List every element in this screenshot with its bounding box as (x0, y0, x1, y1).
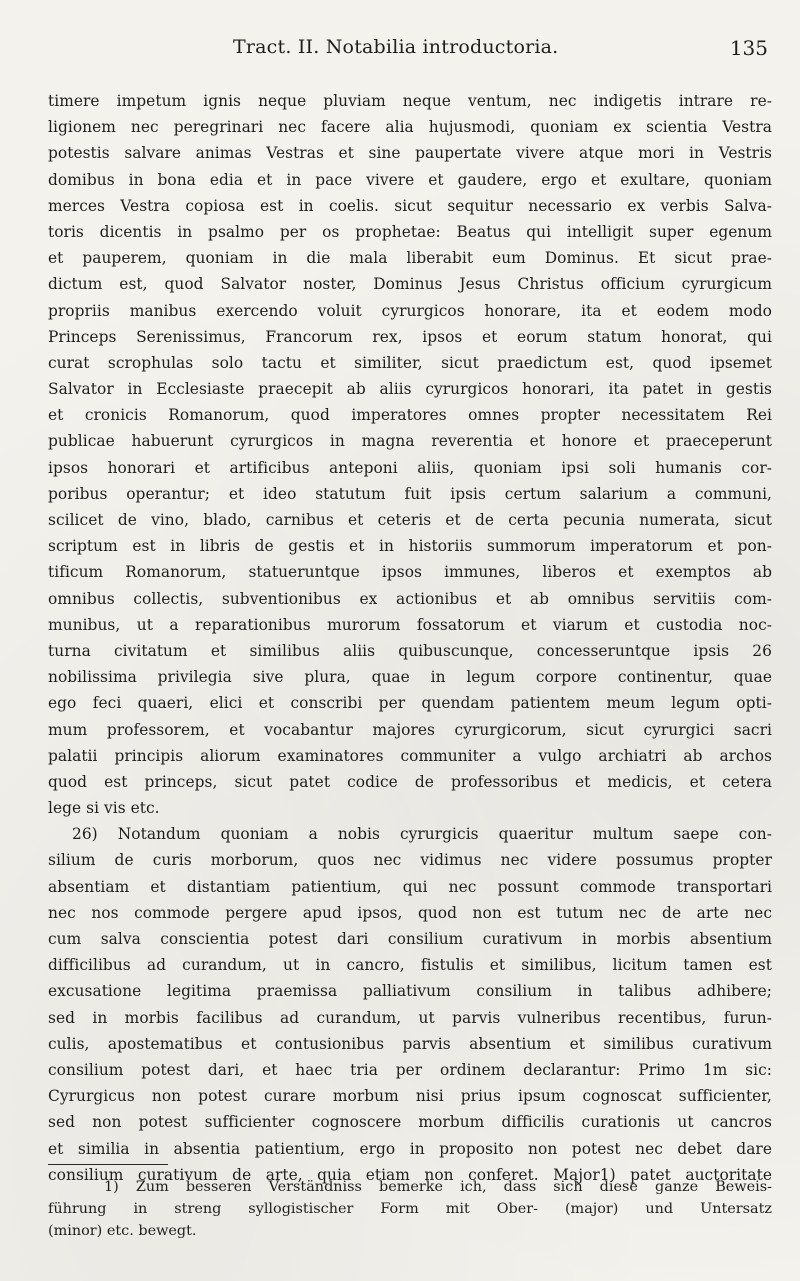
text-line: cum salva conscientia potest dari consilium curativum in morbis absentium (48, 930, 772, 948)
text-line: turna civitatum et similibus aliis quibuscunque, concesseruntque ipsis 26 (48, 641, 772, 660)
text-line: culis, apostematibus et contusionibus parvis absentium et similibus curativum (48, 1034, 772, 1053)
text-line: propriis manibus exercendo voluit cyrurgicos honorare, ita et eodem modo (48, 301, 772, 320)
text-line: merces Vestra copiosa est in coelis. sicut sequitur necessario ex verbis Salva- (48, 196, 772, 215)
text-line: timere impetum ignis neque pluviam neque ventum, nec indigetis intrare re- (48, 92, 772, 110)
text-line: nobilissima privilegia sive plura, quae in legum corpore continentur, quae (48, 668, 772, 687)
text-line: palatii principis aliorum examinatores communiter a vulgo archiatri ab archos (48, 746, 772, 765)
text-line: munibus, ut a reparationibus murorum fossatorum et viarum et custodia noc- (48, 615, 772, 634)
text-line: et cronicis Romanorum, quod imperatores omnes propter necessitatem Rei (48, 406, 772, 425)
text-line: et similia in absentia patientium, ergo in proposito non potest nec debet dare (48, 1139, 772, 1158)
text-line: scriptum est in libris de gestis et in historiis summorum imperatorum et pon- (48, 537, 772, 556)
text-line: lege si vis etc. (48, 799, 160, 818)
text-line: consilium curativum de arte, quia etiam non conferet. Major1) patet auctoritate (48, 1165, 772, 1184)
text-line: excusatione legitima praemissa palliativum consilium in talibus adhibere; (48, 982, 772, 1001)
text-line: nec nos commode pergere apud ipsos, quod non est tutum nec de arte nec (48, 903, 772, 922)
running-head: Tract. II. Notabilia introductoria. (233, 36, 559, 58)
footnote-line: führung in streng syllogistischer Form mit Ober- (major) und Untersatz (48, 1201, 772, 1217)
text-line: ligionem nec peregrinari nec facere alia hujusmodi, quoniam ex scientia Vestra (48, 118, 772, 137)
text-line: tificum Romanorum, statueruntque ipsos immunes, liberos et exemptos ab (48, 563, 772, 582)
text-line: ego feci quaeri, elici et conscribi per quendam patientem meum legum opti- (48, 694, 772, 713)
text-line: scilicet de vino, blado, carnibus et ceteris et de certa pecunia numerata, sicut (48, 511, 772, 529)
text-line: mum professorem, et vocabantur majores cyrurgicorum, sicut cyrurgici sacri (48, 720, 772, 739)
footnote (48, 1176, 772, 1242)
text-line: omnibus collectis, subventionibus ex actionibus et ab omnibus servitiis com- (48, 589, 772, 608)
text-line: consilium potest dari, et haec tria per ordinem declarantur: Primo 1m sic: (48, 1060, 772, 1079)
text-line: absentiam et distantiam patientium, qui nec possunt commode transportari (48, 877, 772, 896)
page-number: 135 (729, 36, 768, 60)
text-line: sed in morbis facilibus ad curandum, ut parvis vulneribus recentibus, furun- (48, 1008, 772, 1027)
footnote-line: (minor) etc. bewegt. (48, 1223, 197, 1239)
text-line: curat scrophulas solo tactu et similiter, sicut praedictum est, quod ipsemet (48, 353, 772, 372)
footnote-rule (48, 1164, 168, 1165)
text-line: ipsos honorari et artificibus anteponi aliis, quoniam ipsi soli humanis cor- (48, 458, 772, 477)
text-line: publicae habuerunt cyrurgicos in magna reverentia et honore et praeceperunt (48, 432, 772, 451)
text-line: difficilibus ad curandum, ut in cancro, fistulis et similibus, licitum tamen est (48, 956, 772, 975)
text-line: potestis salvare animas Vestras et sine paupertate vivere atque mori in Vestris (48, 144, 772, 163)
text-line: 26) Notandum quoniam a nobis cyrurgicis quaeritur multum saepe con- (72, 825, 772, 844)
text-line: Cyrurgicus non potest curare morbum nisi prius ipsum cognoscat sufficienter, (48, 1087, 772, 1106)
text-line: toris dicentis in psalmo per os prophetae: Beatus qui intelligit super egenum (48, 222, 772, 241)
page-header (48, 36, 772, 64)
text-line: sed non potest sufficienter cognoscere morbum difficilis curationis ut cancros (48, 1113, 772, 1132)
text-line: poribus operantur; et ideo statutum fuit ipsis certum salarium a communi, (48, 484, 772, 503)
text-line: Salvator in Ecclesiaste praecepit ab aliis cyrurgicos honorari, ita patet in gestis (48, 380, 772, 399)
text-line: quod est princeps, sicut patet codice de professoribus et medicis, et cetera (48, 772, 772, 791)
main-text (48, 88, 772, 1188)
text-line: Princeps Serenissimus, Francorum rex, ipsos et eorum statum honorat, qui (48, 327, 772, 346)
text-line: silium de curis morborum, quos nec vidimus nec videre possumus propter (48, 851, 772, 870)
text-line: et pauperem, quoniam in die mala liberabit eum Dominus. Et sicut prae- (48, 249, 772, 268)
footnote-line: 1) Zum besseren Verständniss bemerke ich, dass sich diese ganze Beweis- (104, 1179, 772, 1195)
text-line: domibus in bona edia et in pace vivere et gaudere, ergo et exultare, quoniam (48, 170, 772, 189)
text-line: dictum est, quod Salvator noster, Dominus Jesus Christus officium cyrurgicum (48, 275, 772, 294)
